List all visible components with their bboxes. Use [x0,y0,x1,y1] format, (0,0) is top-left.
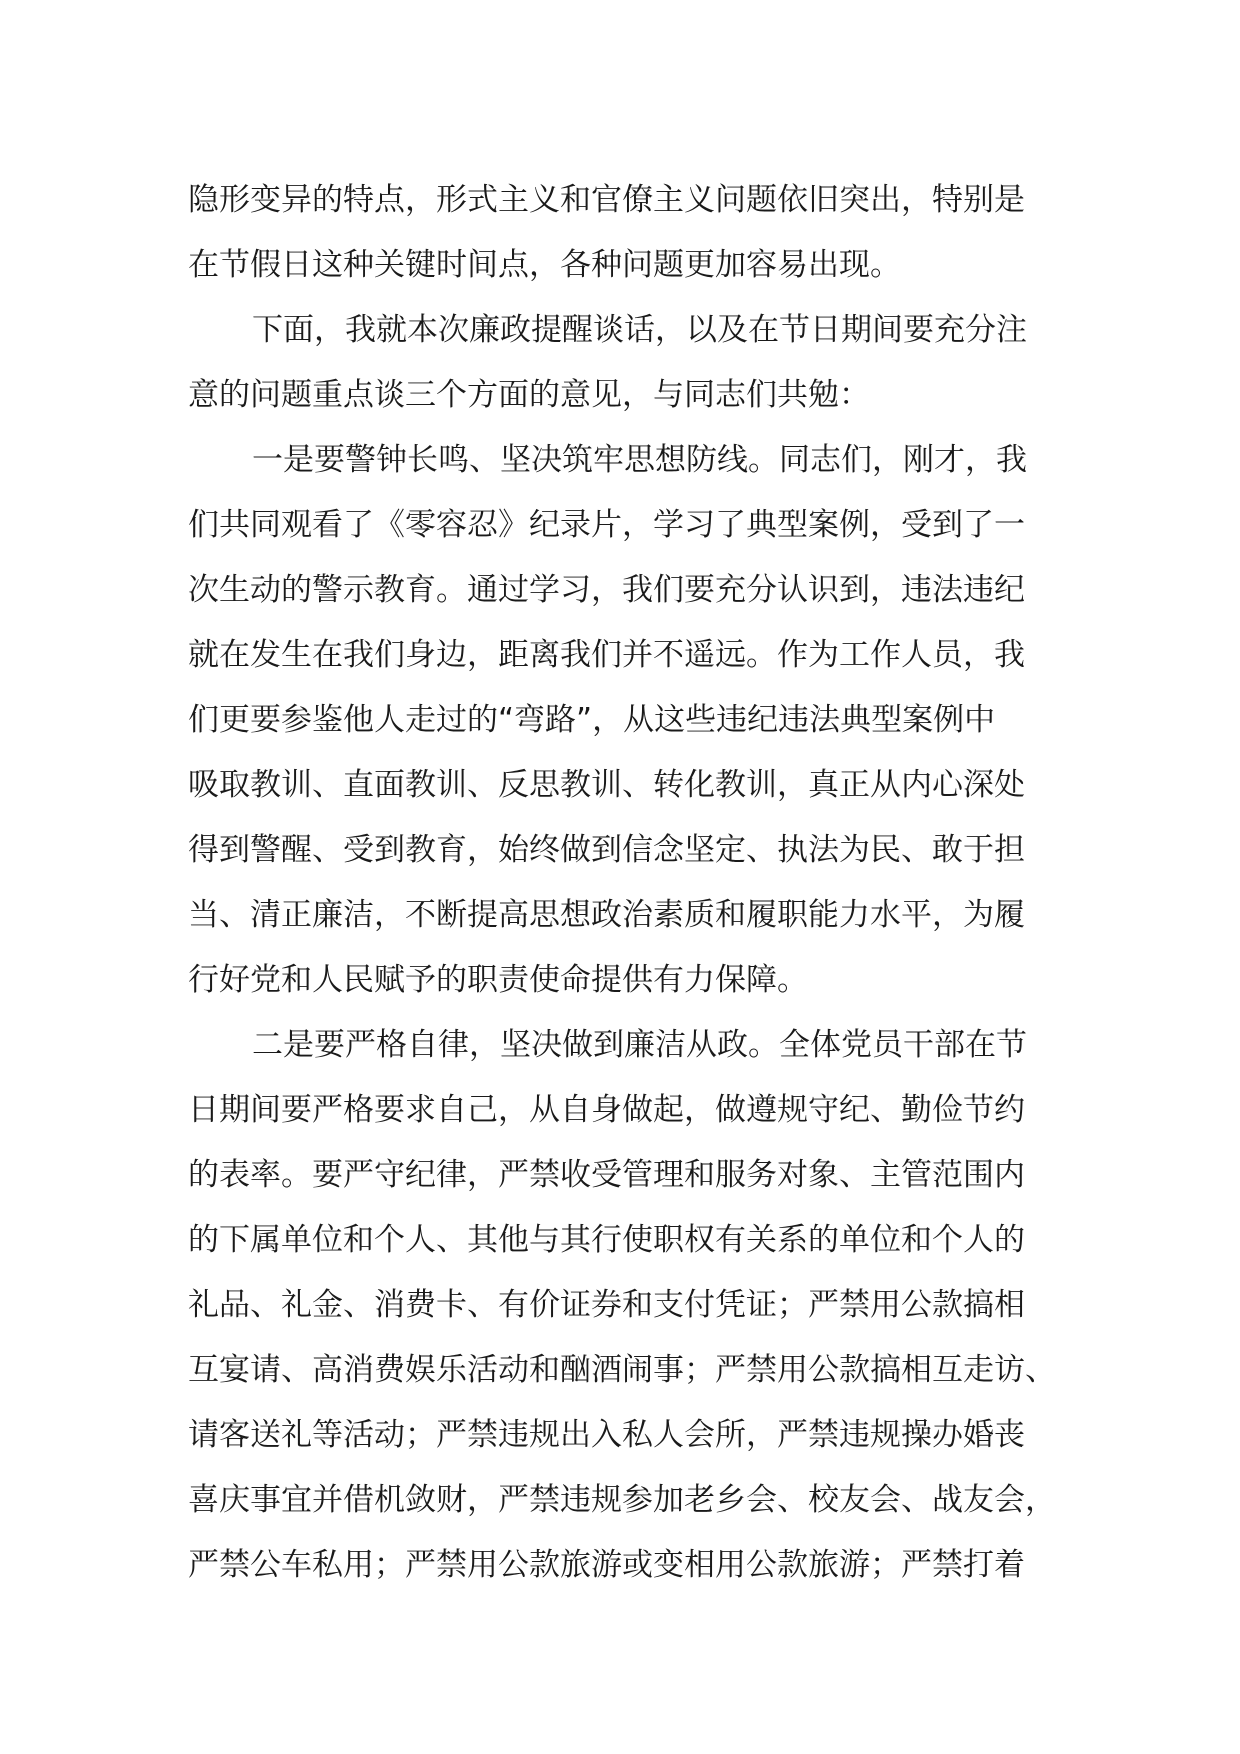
text-line: 得到警醒、受到教育，始终做到信念坚定、执法为民、敢于担 [188,832,1025,868]
text-line: 隐形变异的特点，形式主义和官僚主义问题依旧突出，特别是 [188,182,1025,218]
text-line: 们共同观看了《零容忍》纪录片，学习了典型案例，受到了一 [188,507,1025,543]
text-line: 们更要参鉴他人走过的“弯路”，从这些违纪违法典型案例中 [188,702,996,738]
text-line: 严禁公车私用；严禁用公款旅游或变相用公款旅游；严禁打着 [188,1547,1025,1583]
text-line: 二是要严格自律，坚决做到廉洁从政。全体党员干部在节 [252,1027,1027,1063]
text-line: 下面，我就本次廉政提醒谈话，以及在节日期间要充分注 [252,312,1027,348]
text-line: 喜庆事宜并借机敛财，严禁违规参加老乡会、校友会、战友会， [188,1482,1056,1518]
text-line: 就在发生在我们身边，距离我们并不遥远。作为工作人员，我 [188,637,1025,673]
text-line: 礼品、礼金、消费卡、有价证券和支付凭证；严禁用公款搞相 [188,1287,1025,1323]
text-line: 当、清正廉洁，不断提高思想政治素质和履职能力水平，为履 [188,897,1025,933]
text-line: 次生动的警示教育。通过学习，我们要充分认识到，违法违纪 [188,572,1025,608]
text-line: 一是要警钟长鸣、坚决筑牢思想防线。同志们，刚才，我 [252,442,1027,478]
text-line: 在节假日这种关键时间点，各种问题更加容易出现。 [188,247,901,283]
document-body [188,168,1088,1598]
text-line: 请客送礼等活动；严禁违规出入私人会所，严禁违规操办婚丧 [188,1417,1025,1453]
text-line: 的下属单位和个人、其他与其行使职权有关系的单位和个人的 [188,1222,1025,1258]
text-line: 的表率。要严守纪律，严禁收受管理和服务对象、主管范围内 [188,1157,1025,1193]
text-line: 行好党和人民赋予的职责使命提供有力保障。 [188,962,808,998]
text-line: 吸取教训、直面教训、反思教训、转化教训，真正从内心深处 [188,767,1025,803]
text-line: 互宴请、高消费娱乐活动和酗酒闹事；严禁用公款搞相互走访、 [188,1352,1056,1388]
text-line: 日期间要严格要求自己，从自身做起，做遵规守纪、勤俭节约 [188,1092,1025,1128]
text-line: 意的问题重点谈三个方面的意见，与同志们共勉： [188,377,870,413]
